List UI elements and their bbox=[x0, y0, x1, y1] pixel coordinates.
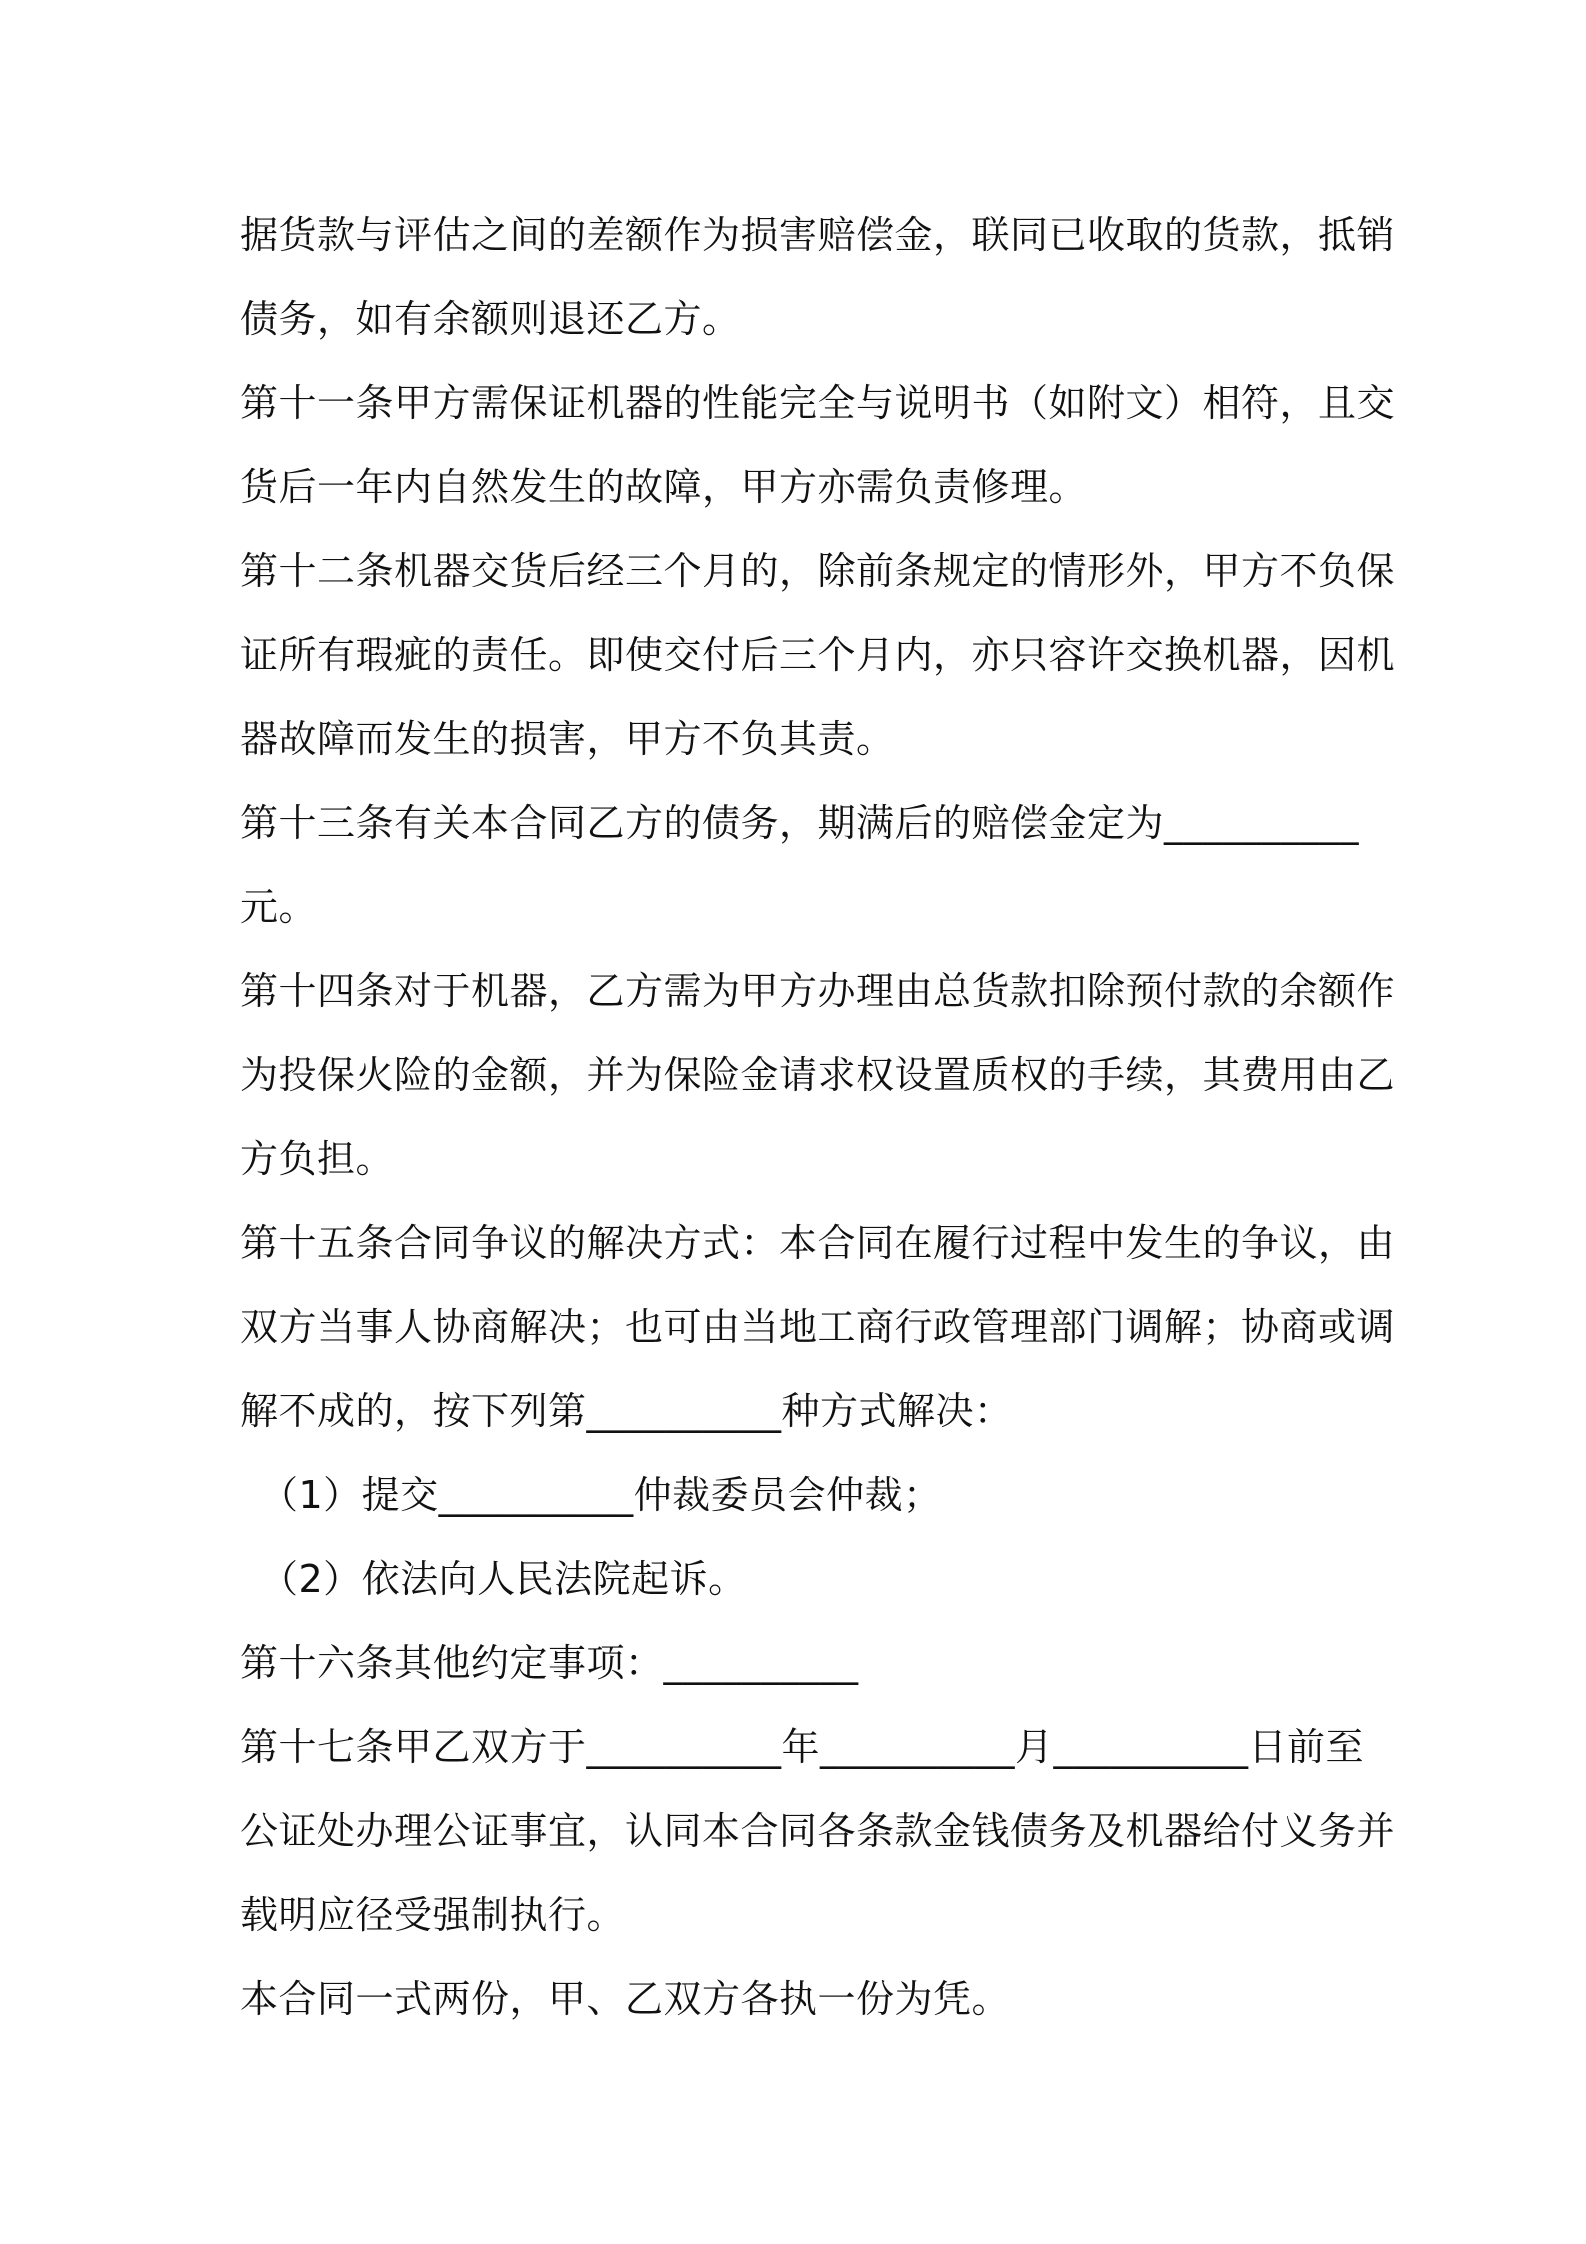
text-line: （1）提交__________仲裁委员会仲裁； bbox=[260, 1473, 942, 1517]
text-line: 第十五条合同争议的解决方式：本合同在履行过程中发生的争议，由 bbox=[240, 1221, 1396, 1265]
text-line: 第十一条甲方需保证机器的性能完全与说明书（如附文）相符，且交 bbox=[240, 381, 1396, 425]
text-line: 第十六条其他约定事项：__________ bbox=[240, 1641, 859, 1685]
article-15 bbox=[240, 1201, 1396, 1453]
text-line: 证所有瑕疵的责任。即使交付后三个月内，亦只容许交换机器，因机 bbox=[240, 633, 1396, 677]
text-line: 货后一年内自然发生的故障，甲方亦需负责修理。 bbox=[240, 465, 1088, 509]
text-line: 第十四条对于机器，乙方需为甲方办理由总货款扣除预付款的余额作 bbox=[240, 969, 1396, 1013]
text-line: 本合同一式两份，甲、乙双方各执一份为凭。 bbox=[240, 1977, 1011, 2021]
text-line: 器故障而发生的损害，甲方不负其责。 bbox=[240, 717, 895, 761]
text-line: 债务，如有余额则退还乙方。 bbox=[240, 297, 741, 341]
text-line: 元。 bbox=[240, 885, 318, 929]
text-line: 方负担。 bbox=[240, 1137, 395, 1181]
dispute-option-1 bbox=[240, 1453, 1360, 1537]
text-line: 双方当事人协商解决；也可由当地工商行政管理部门调解；协商或调 bbox=[240, 1305, 1396, 1349]
article-11 bbox=[240, 361, 1396, 529]
article-14 bbox=[240, 949, 1396, 1201]
text-line: 第十七条甲乙双方于__________年__________月__________日前至 bbox=[240, 1725, 1365, 1769]
text-line: 为投保火险的金额，并为保险金请求权设置质权的手续，其费用由乙 bbox=[240, 1053, 1396, 1097]
text-line: （2）依法向人民法院起诉。 bbox=[260, 1557, 747, 1601]
document-body bbox=[240, 193, 1396, 2041]
closing-statement bbox=[240, 1957, 1360, 2041]
paragraph-continuation bbox=[240, 193, 1396, 361]
text-line: 第十二条机器交货后经三个月的，除前条规定的情形外，甲方不负保 bbox=[240, 549, 1396, 593]
text-line: 公证处办理公证事宜，认同本合同各条款金钱债务及机器给付义务并 bbox=[240, 1809, 1396, 1853]
article-17 bbox=[240, 1705, 1396, 1957]
article-12 bbox=[240, 529, 1396, 781]
dispute-option-2 bbox=[240, 1537, 1360, 1621]
article-16 bbox=[240, 1621, 1360, 1705]
text-line: 载明应径受强制执行。 bbox=[240, 1893, 626, 1937]
article-13 bbox=[240, 781, 1360, 949]
text-line: 解不成的，按下列第__________种方式解决： bbox=[240, 1389, 1013, 1433]
text-line: 据货款与评估之间的差额作为损害赔偿金，联同已收取的货款，抵销 bbox=[240, 213, 1396, 257]
text-line: 第十三条有关本合同乙方的债务，期满后的赔偿金定为__________ bbox=[240, 801, 1360, 845]
